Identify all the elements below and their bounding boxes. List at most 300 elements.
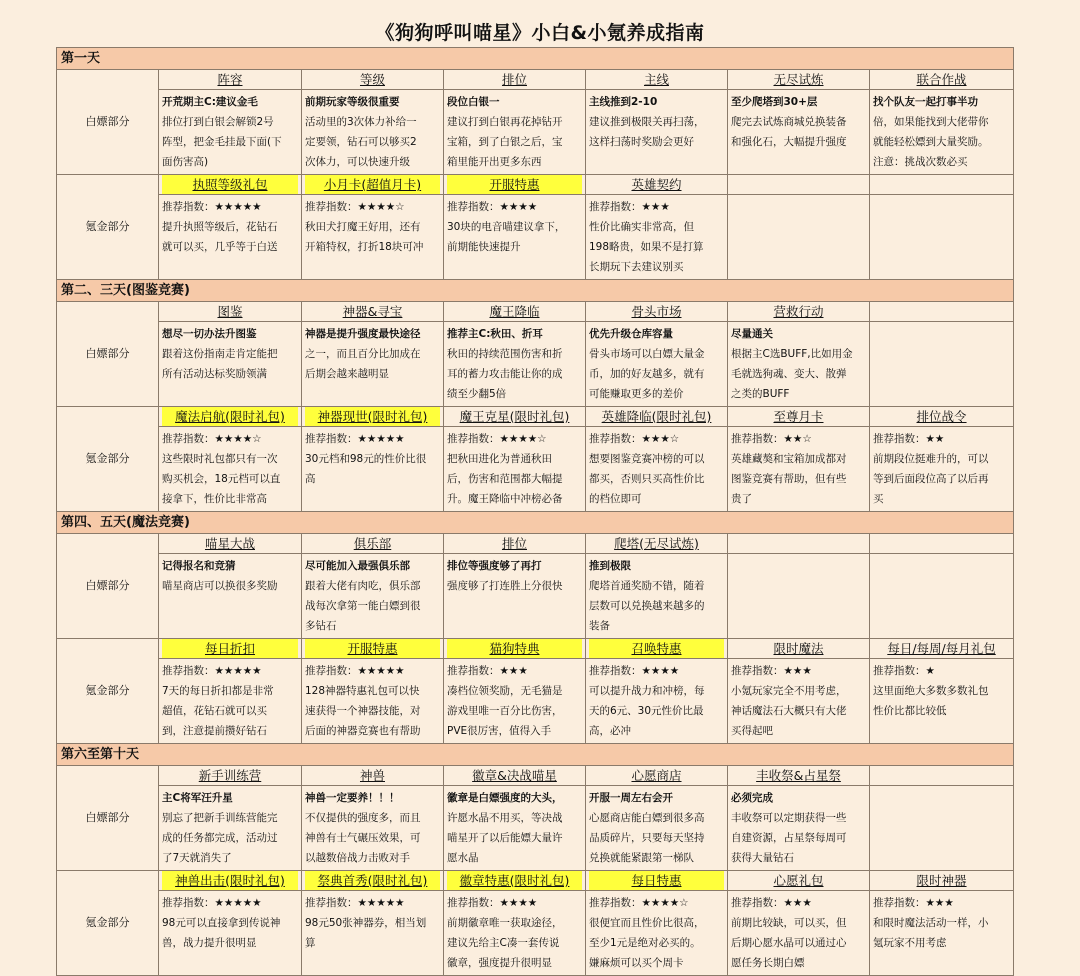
category-header (728, 639, 870, 659)
cell-line: 成的任务都完成，活动过 (162, 832, 278, 844)
content-cell (444, 90, 586, 175)
category-title: 小月卡(超值月卡) (305, 175, 440, 194)
category-title: 营救行动 (773, 304, 824, 319)
cell-headline: 推荐指数：★★★★★ (305, 433, 405, 445)
category-header (870, 175, 1014, 195)
cell-line: 面伤害高) (162, 156, 209, 168)
cell-line: 跟着这份指南走肯定能把 (162, 348, 278, 360)
cell-line: 高，必冲 (589, 725, 631, 737)
category-title: 猫狗特典 (447, 639, 582, 658)
category-header (728, 70, 870, 90)
cell-line: 后，伤害和范围都大幅提 (447, 473, 563, 485)
cell-line: 不仅提供的强度多，而且 (305, 812, 421, 824)
category-header (444, 871, 586, 891)
category-header (870, 534, 1014, 554)
category-header-row (57, 302, 1014, 322)
content-cell (159, 891, 302, 976)
category-title: 神器&寻宝 (342, 304, 403, 319)
cell-line: 秋田犬打魔王好用，还有 (305, 221, 421, 233)
content-cell (444, 659, 586, 744)
cell-line: 建议推到极限关再扫荡， (589, 116, 705, 128)
content-cell (159, 659, 302, 744)
cell-line: 和强化石，大幅提升强度 (731, 136, 847, 148)
cell-headline: 尽量通关 (731, 328, 773, 340)
content-cell (302, 786, 444, 871)
cell-line: 层数可以兑换越来越多的 (589, 600, 705, 612)
cell-headline: 推到极限 (589, 560, 631, 572)
category-title: 丰收祭&占星祭 (756, 768, 841, 783)
category-title: 心愿礼包 (773, 873, 824, 888)
category-header (159, 871, 302, 891)
cell-headline: 推荐指数：★★★ (731, 897, 812, 909)
category-title: 阵容 (217, 72, 243, 87)
content-cell (159, 322, 302, 407)
category-title: 英雄降临(限时礼包) (601, 409, 712, 424)
category-title: 至尊月卡 (773, 409, 824, 424)
cell-line: 徽章，强度提升很明显 (447, 957, 552, 969)
cell-line: 秋田的持续范围伤害和折 (447, 348, 563, 360)
category-title: 等级 (359, 72, 385, 87)
category-title: 新手训练营 (198, 768, 262, 783)
category-header (586, 639, 728, 659)
section-title: 第四、五天(魔法竞赛) (57, 512, 1014, 534)
category-title: 魔法启航(限时礼包) (162, 407, 298, 426)
cell-line: 宝箱，到了白银之后，宝 (447, 136, 563, 148)
cell-line: 98元50张神器券，相当划 (305, 917, 427, 929)
cell-line: 30块的电音喵建议拿下， (447, 221, 566, 233)
category-title: 每日折扣 (162, 639, 298, 658)
cell-line: 骨头市场可以白嫖大量金 (589, 348, 705, 360)
content-row (57, 891, 1014, 976)
paid-part-label: 氪金部分 (57, 407, 159, 512)
cell-line: 升。魔王降临中冲榜必备 (447, 493, 563, 505)
cell-line: 到，注意提前攒好钻石 (162, 725, 267, 737)
cell-line: 跟着大佬有肉吃，俱乐部 (305, 580, 421, 592)
cell-line: 箱里能开出更多东西 (447, 156, 542, 168)
cell-line: 游戏里唯一百分比伤害， (447, 705, 563, 717)
content-cell (444, 195, 586, 280)
category-header-row (57, 407, 1014, 427)
cell-line: 的档位即可 (589, 493, 642, 505)
cell-headline: 推荐指数：★★★★☆ (589, 897, 689, 909)
cell-headline: 徽章是白嫖强度的大头， (447, 792, 563, 804)
cell-line: 7天的每日折扣都是非常 (162, 685, 274, 697)
section-title: 第一天 (57, 48, 1014, 70)
cell-line: 这样扫荡时奖励会更好 (589, 136, 694, 148)
cell-headline: 推荐指数：★★★ (731, 665, 812, 677)
cell-line: 买 (873, 493, 884, 505)
category-header (728, 871, 870, 891)
guide-table-body (57, 48, 1014, 976)
free-part-label: 白嫖部分 (57, 70, 159, 175)
category-title: 魔王降临 (489, 304, 540, 319)
content-cell (728, 554, 870, 639)
category-header (444, 639, 586, 659)
cell-headline: 推荐指数：★★★ (447, 665, 528, 677)
section-header-row (57, 512, 1014, 534)
cell-headline: 神器是提升强度最快途径 (305, 328, 421, 340)
cell-line: 接拿下，性价比非常高 (162, 493, 267, 505)
category-title: 排位战令 (916, 409, 967, 424)
free-part-label: 白嫖部分 (57, 534, 159, 639)
category-title: 无尽试炼 (773, 72, 824, 87)
cell-line: 凑档位领奖励，无毛猫是 (447, 685, 563, 697)
content-cell (870, 786, 1014, 871)
cell-line: 了7天就消失了 (162, 852, 232, 864)
category-header (870, 407, 1014, 427)
cell-headline: 推荐指数：★★★★☆ (305, 201, 405, 213)
content-row (57, 427, 1014, 512)
cell-headline: 记得报名和竞猜 (162, 560, 236, 572)
category-header-row (57, 639, 1014, 659)
category-header (159, 639, 302, 659)
cell-line: 以越数倍战力击败对手 (305, 852, 410, 864)
cell-headline: 推荐指数：★★ (873, 433, 945, 445)
category-header (159, 766, 302, 786)
cell-line: 别忘了把新手训练营能完 (162, 812, 278, 824)
category-header (302, 871, 444, 891)
category-title: 喵星大战 (204, 536, 255, 551)
category-title: 心愿商店 (631, 768, 682, 783)
content-cell (728, 786, 870, 871)
category-header (444, 534, 586, 554)
cell-line: 神兽有士气碾压效果，可 (305, 832, 421, 844)
cell-line: 性价比都比较低 (873, 705, 947, 717)
category-header (586, 407, 728, 427)
category-header (302, 639, 444, 659)
content-cell (728, 427, 870, 512)
cell-line: 喵星商店可以换很多奖励 (162, 580, 278, 592)
cell-line: 速获得一个神器技能，对 (305, 705, 421, 717)
cell-line: 根据主C选BUFF,比如用金 (731, 348, 853, 360)
content-cell (586, 90, 728, 175)
content-cell (159, 195, 302, 280)
cell-line: 购买机会，18元档可以直 (162, 473, 281, 485)
cell-headline: 推荐指数：★★★★☆ (162, 433, 262, 445)
cell-line: 喵星开了以后能嫖大量许 (447, 832, 563, 844)
cell-headline: 尽可能加入最强俱乐部 (305, 560, 410, 572)
content-cell (159, 786, 302, 871)
content-cell (728, 90, 870, 175)
content-cell (302, 322, 444, 407)
cell-headline: 找个队友一起打事半功 (873, 96, 978, 108)
cell-line: 图鉴竞赛有帮助，但有些 (731, 473, 847, 485)
cell-headline: 优先升级仓库容量 (589, 328, 673, 340)
category-title: 图鉴 (217, 304, 243, 319)
content-cell (159, 90, 302, 175)
cell-line: 之类的BUFF (731, 388, 790, 400)
category-title: 每日/每周/每月礼包 (887, 641, 996, 656)
category-header (444, 302, 586, 322)
cell-line: 30元档和98元的性价比很 (305, 453, 427, 465)
category-header (444, 407, 586, 427)
category-header (302, 534, 444, 554)
cell-line: 建议打到白银再花掉钻开 (447, 116, 563, 128)
cell-line: 小氪玩家完全不用考虑， (731, 685, 847, 697)
cell-line: 很便宜而且性价比很高， (589, 917, 705, 929)
content-cell (870, 195, 1014, 280)
content-row (57, 786, 1014, 871)
cell-line: 毛就选狗魂、变大、散弹 (731, 368, 847, 380)
category-header (586, 871, 728, 891)
cell-line: 装备 (589, 620, 610, 632)
cell-line: 兽，战力提升很明显 (162, 937, 257, 949)
cell-headline: 推荐指数：★★☆ (731, 433, 812, 445)
cell-line: 嫌麻烦可以买个周卡 (589, 957, 684, 969)
cell-line: 定要领，钻石可以够买2 (305, 136, 417, 148)
content-cell (586, 554, 728, 639)
content-cell (444, 322, 586, 407)
category-header (586, 70, 728, 90)
cell-headline: 神兽一定要养！！！ (305, 792, 400, 804)
content-cell (870, 891, 1014, 976)
category-header (728, 534, 870, 554)
cell-line: 至少1元是绝对必买的。 (589, 937, 701, 949)
content-row (57, 195, 1014, 280)
content-row (57, 554, 1014, 639)
category-header (159, 175, 302, 195)
content-cell (586, 659, 728, 744)
content-cell (728, 891, 870, 976)
cell-line: 丰收祭可以定期获得一些 (731, 812, 847, 824)
category-title: 排位 (501, 72, 527, 87)
cell-headline: 推荐指数：★★★★★ (162, 201, 262, 213)
cell-line: 英雄藏獒和宝箱加成都对 (731, 453, 847, 465)
cell-line: 前期徽章唯一获取途径， (447, 917, 563, 929)
cell-headline: 推荐指数：★★★★ (447, 897, 538, 909)
cell-line: 氪玩家不用考虑 (873, 937, 947, 949)
guide-table (56, 47, 1014, 976)
cell-line: 贵了 (731, 493, 752, 505)
cell-line: 阵型，把金毛挂最下面(下 (162, 136, 282, 148)
cell-headline: 推荐指数：★★★★★ (162, 665, 262, 677)
free-part-label: 白嫖部分 (57, 766, 159, 871)
cell-line: 币，加的好友越多，就有 (589, 368, 705, 380)
cell-headline: 开荒期主C:建议金毛 (162, 96, 258, 108)
category-header (870, 302, 1014, 322)
content-cell (586, 427, 728, 512)
cell-line: 战每次拿第一能白嫖到很 (305, 600, 421, 612)
paid-part-label: 氪金部分 (57, 871, 159, 976)
cell-line: 后面的神器竞赛也有帮助 (305, 725, 421, 737)
cell-headline: 推荐主C:秋田、折耳 (447, 328, 543, 340)
category-title: 徽章&决战喵星 (472, 768, 557, 783)
content-cell (302, 195, 444, 280)
content-cell (870, 90, 1014, 175)
section-title: 第二、三天(图鉴竞赛) (57, 280, 1014, 302)
cell-line: 心愿商店能白嫖到很多高 (589, 812, 705, 824)
cell-line: 这里面绝大多数多数礼包 (873, 685, 989, 697)
cell-line: PVE很厉害，值得入手 (447, 725, 552, 737)
cell-line: 长期玩下去建议别买 (589, 261, 684, 273)
category-header (302, 175, 444, 195)
cell-line: 算 (305, 937, 316, 949)
content-row (57, 322, 1014, 407)
cell-line: 98元可以直接拿到传说神 (162, 917, 281, 929)
cell-line: 之一，而且百分比加成在 (305, 348, 421, 360)
category-header (870, 70, 1014, 90)
cell-line: 提升执照等级后，花钻石 (162, 221, 278, 233)
category-header (302, 766, 444, 786)
category-title: 每日特惠 (589, 871, 724, 890)
cell-line: 绩至少翻5倍 (447, 388, 507, 400)
category-title: 开服特惠 (305, 639, 440, 658)
page-title: 《狗狗呼叫喵星》小白&小氪养成指南 (375, 22, 705, 44)
category-header (302, 302, 444, 322)
cell-line: 等到后面段位高了以后再 (873, 473, 989, 485)
cell-headline: 开服一周左右会开 (589, 792, 673, 804)
category-header (302, 70, 444, 90)
category-title: 主线 (643, 72, 669, 87)
free-part-label: 白嫖部分 (57, 302, 159, 407)
category-header-row (57, 175, 1014, 195)
category-header (870, 639, 1014, 659)
cell-headline: 推荐指数：★★★ (589, 201, 670, 213)
section-title: 第六至第十天 (57, 744, 1014, 766)
category-header (159, 70, 302, 90)
category-header (586, 766, 728, 786)
cell-line: 爬完去试炼商城兑换装备 (731, 116, 847, 128)
cell-headline: 推荐指数：★★★★ (589, 665, 680, 677)
cell-headline: 必须完成 (731, 792, 773, 804)
content-row (57, 90, 1014, 175)
content-cell (728, 659, 870, 744)
content-cell (870, 554, 1014, 639)
section-header-row (57, 280, 1014, 302)
cell-line: 自建资源，占星祭每周可 (731, 832, 847, 844)
cell-headline: 推荐指数：★★★ (873, 897, 954, 909)
cell-line: 128神器特惠礼包可以快 (305, 685, 420, 697)
content-cell (159, 554, 302, 639)
category-title: 神器现世(限时礼包) (305, 407, 440, 426)
section-header-row (57, 744, 1014, 766)
content-cell (444, 554, 586, 639)
category-title: 执照等级礼包 (162, 175, 298, 194)
cell-headline: 前期玩家等级很重要 (305, 96, 400, 108)
category-header (159, 407, 302, 427)
content-cell (586, 195, 728, 280)
content-cell (728, 195, 870, 280)
content-cell (302, 659, 444, 744)
content-cell (444, 891, 586, 976)
cell-line: 后期心愿水晶可以通过心 (731, 937, 847, 949)
category-header-row (57, 70, 1014, 90)
cell-line: 前期能快速提升 (447, 241, 521, 253)
content-cell (302, 90, 444, 175)
content-cell (159, 427, 302, 512)
category-title: 限时神器 (916, 873, 967, 888)
content-cell (444, 786, 586, 871)
cell-line: 就能轻松嫖到大量奖励。 (873, 136, 989, 148)
cell-line: 所有活动达标奖励领满 (162, 368, 267, 380)
category-title: 排位 (501, 536, 527, 551)
content-cell (444, 427, 586, 512)
cell-line: 买得起吧 (731, 725, 773, 737)
category-title: 爬塔(无尽试炼) (614, 536, 699, 551)
cell-line: 198略贵，如果不是打算 (589, 241, 704, 253)
cell-line: 活动里的3次体力补给一 (305, 116, 417, 128)
content-cell (302, 891, 444, 976)
cell-headline: 推荐指数：★★★★★ (305, 897, 405, 909)
cell-line: 神话魔法石大概只有大佬 (731, 705, 847, 717)
cell-line: 和限时魔法活动一样，小 (873, 917, 989, 929)
category-header (586, 534, 728, 554)
content-cell (586, 786, 728, 871)
category-title: 英雄契约 (631, 177, 682, 192)
category-header (728, 302, 870, 322)
category-header (159, 534, 302, 554)
cell-line: 前期段位挺难升的，可以 (873, 453, 989, 465)
cell-headline: 段位白银一 (447, 96, 500, 108)
category-title: 魔王克星(限时礼包) (459, 409, 570, 424)
category-header (444, 70, 586, 90)
category-header (302, 407, 444, 427)
category-header (728, 766, 870, 786)
cell-headline: 主线推到2-10 (589, 96, 658, 108)
cell-headline: 主C将军汪升星 (162, 792, 233, 804)
category-title: 俱乐部 (353, 536, 392, 551)
category-header (728, 175, 870, 195)
paid-part-label: 氪金部分 (57, 639, 159, 744)
category-header-row (57, 766, 1014, 786)
category-title: 徽章特惠(限时礼包) (447, 871, 582, 890)
cell-line: 可能赚取更多的差价 (589, 388, 684, 400)
cell-line: 倍，如果能找到大佬带你 (873, 116, 989, 128)
cell-line: 这些限时礼包都只有一次 (162, 453, 278, 465)
cell-line: 就可以买，几乎等于白送 (162, 241, 278, 253)
content-cell (870, 427, 1014, 512)
cell-line: 后期会越来越明显 (305, 368, 389, 380)
paid-part-label: 氪金部分 (57, 175, 159, 280)
cell-headline: 排位等强度够了再打 (447, 560, 542, 572)
cell-line: 超值，花钻石就可以买 (162, 705, 267, 717)
content-cell (728, 322, 870, 407)
content-cell (870, 322, 1014, 407)
category-title: 神兽出击(限时礼包) (162, 871, 298, 890)
category-header (444, 175, 586, 195)
content-cell (302, 427, 444, 512)
cell-headline: 推荐指数：★★★★★ (305, 665, 405, 677)
cell-line: 可以提升战力和冲榜，每 (589, 685, 705, 697)
cell-line: 许愿水晶不用买，等决战 (447, 812, 563, 824)
cell-line: 次体力，可以快速升级 (305, 156, 410, 168)
category-header (586, 302, 728, 322)
category-header (586, 175, 728, 195)
cell-line: 愿任务长期白嫖 (731, 957, 805, 969)
cell-line: 注意：挑战次数必买 (873, 156, 968, 168)
cell-line: 耳的蓄力攻击能让你的成 (447, 368, 563, 380)
cell-line: 天的6元、30元性价比最 (589, 705, 704, 717)
cell-line: 把秋田进化为普通秋田 (447, 453, 552, 465)
cell-line: 前期比较缺，可以买，但 (731, 917, 847, 929)
category-title: 神兽 (359, 768, 385, 783)
content-cell (586, 891, 728, 976)
cell-headline: 推荐指数：★★★★ (447, 201, 538, 213)
category-header-row (57, 534, 1014, 554)
category-header (444, 766, 586, 786)
cell-headline: 推荐指数：★★★★☆ (447, 433, 547, 445)
category-title: 骨头市场 (631, 304, 682, 319)
cell-line: 想要图鉴竞赛冲榜的可以 (589, 453, 705, 465)
category-header (728, 407, 870, 427)
category-header (870, 871, 1014, 891)
cell-headline: 推荐指数：★★★★★ (162, 897, 262, 909)
category-title: 限时魔法 (773, 641, 824, 656)
category-title: 祭典首秀(限时礼包) (305, 871, 440, 890)
category-title: 召唤特惠 (589, 639, 724, 658)
category-header (870, 766, 1014, 786)
cell-headline: 想尽一切办法升图鉴 (162, 328, 257, 340)
